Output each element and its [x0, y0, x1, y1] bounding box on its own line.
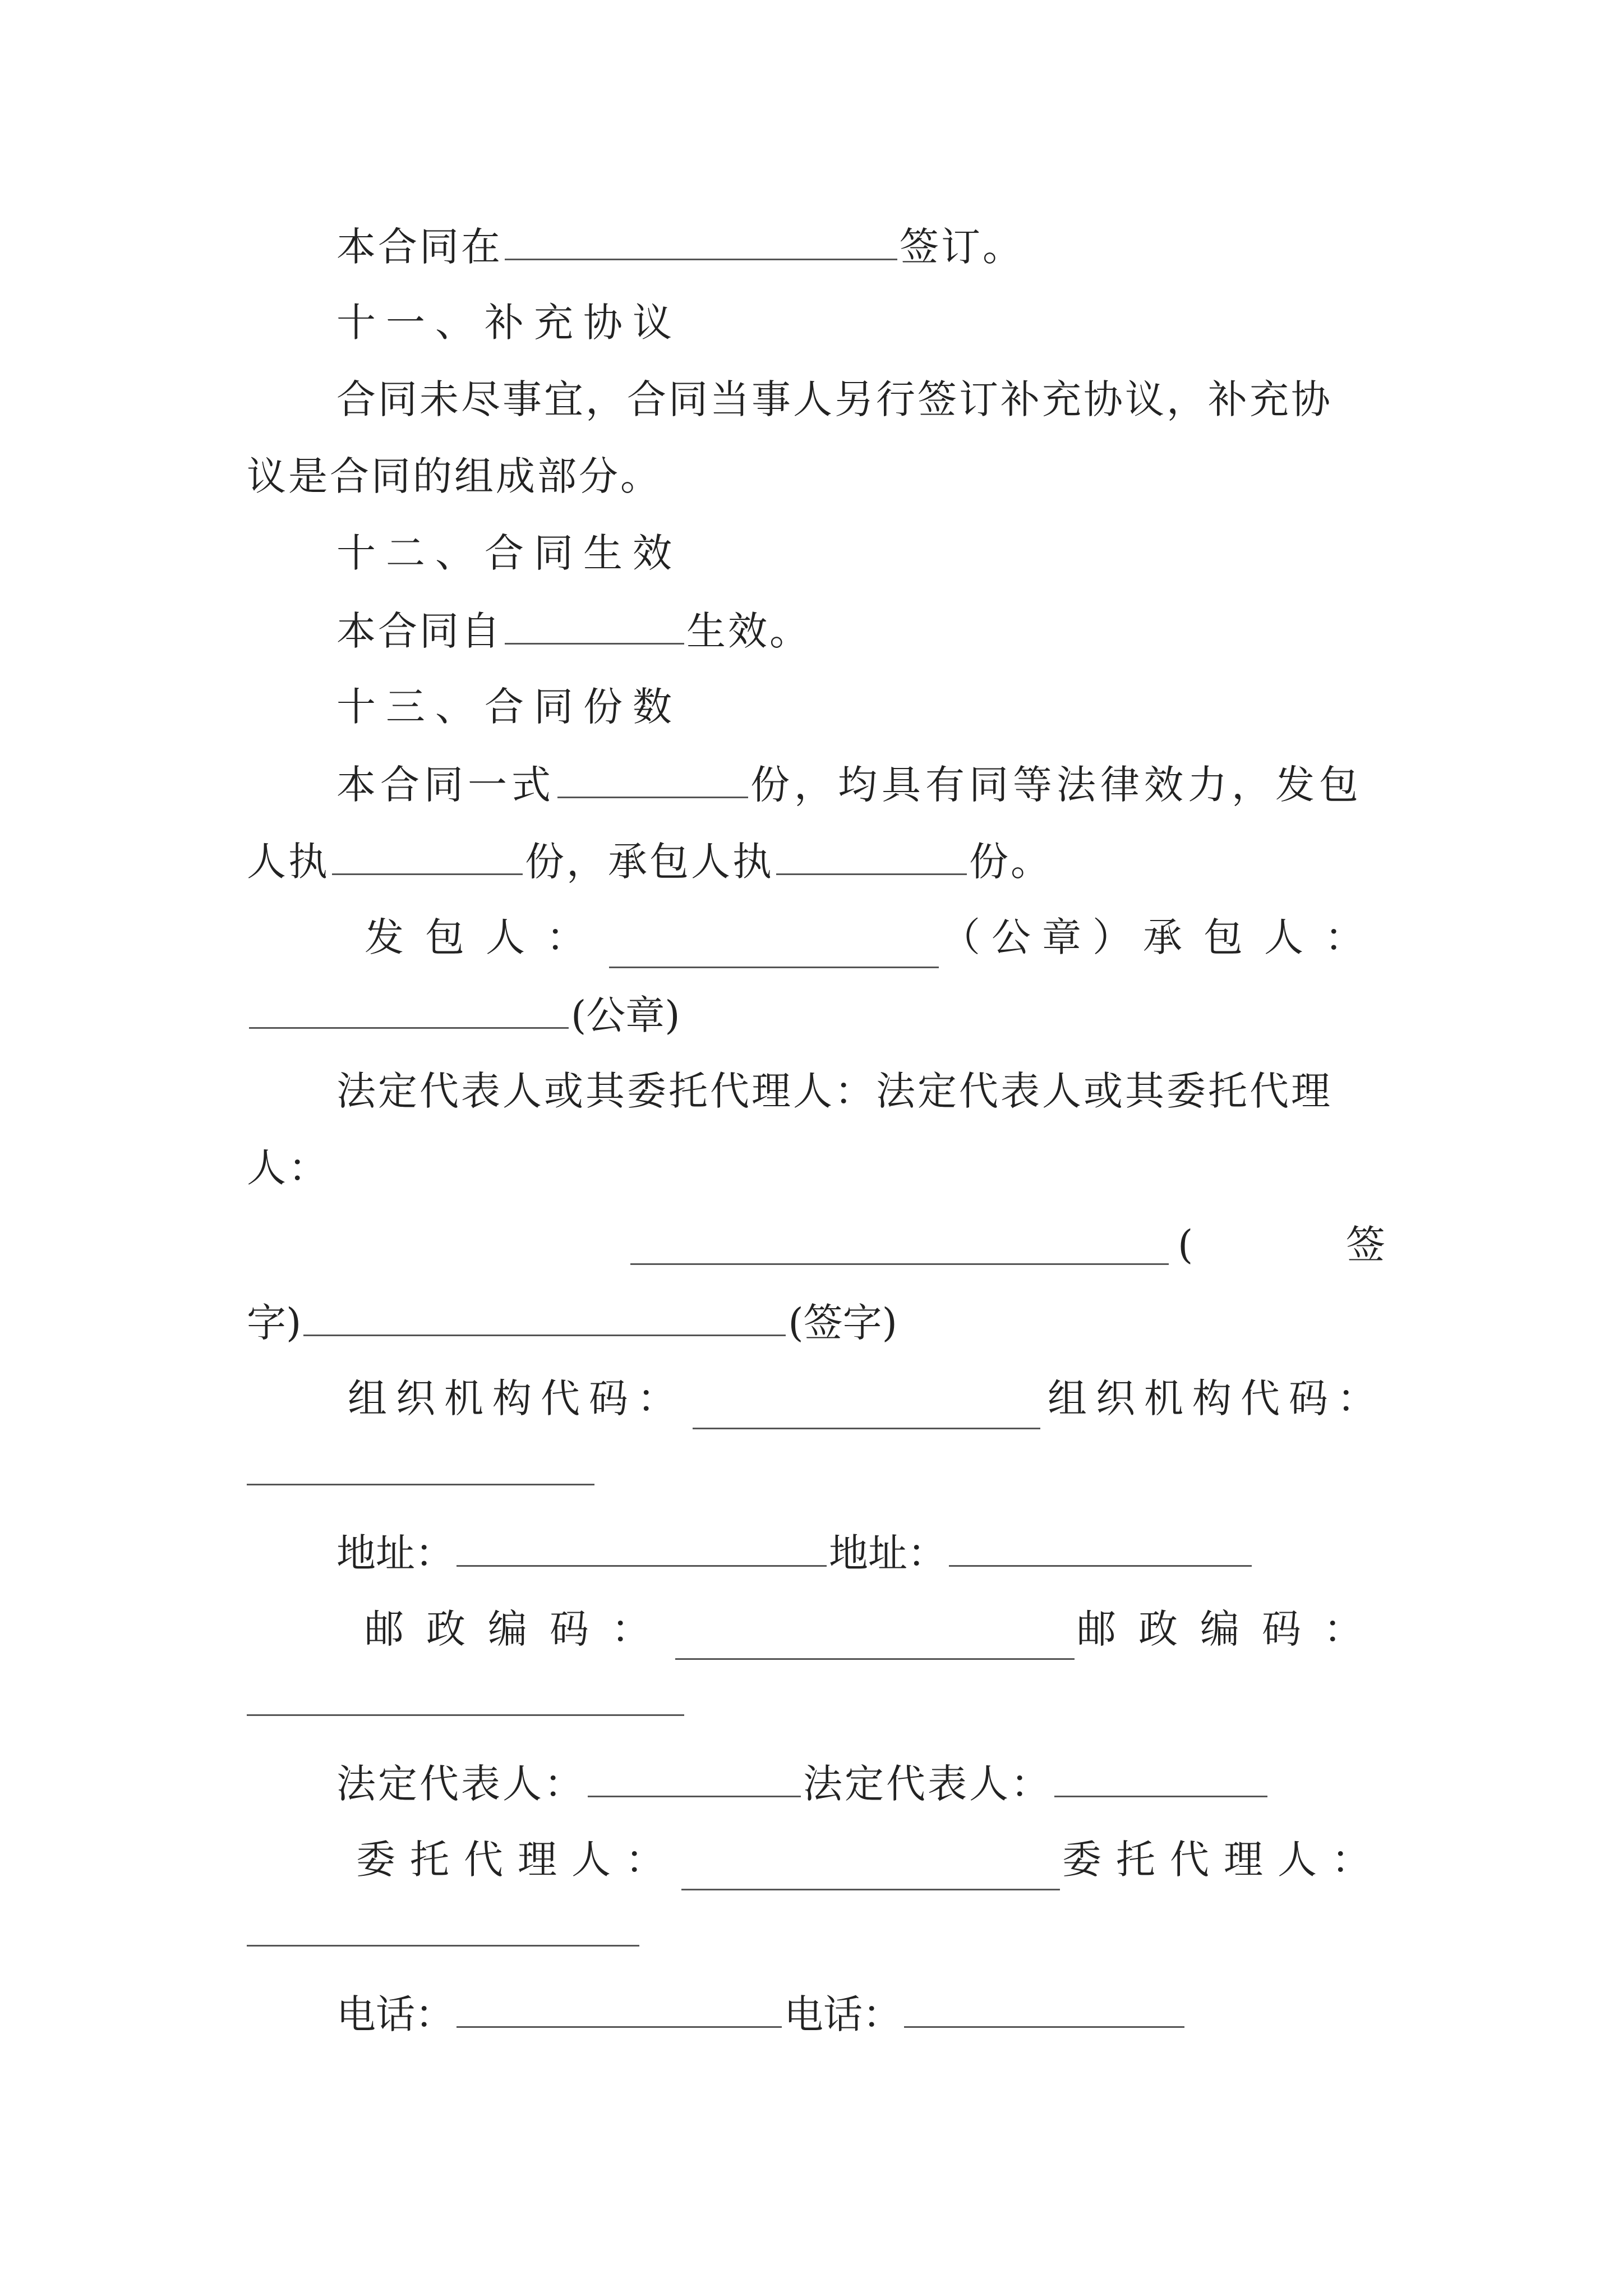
postal-label-1: 邮政编码：	[365, 1606, 673, 1652]
representative-line: 法定代表人或其委托代理人：法定代表人或其委托代理	[336, 1068, 1332, 1114]
contractor-signature-blank[interactable]	[303, 1291, 786, 1336]
postal-blank-2[interactable]	[247, 1714, 684, 1716]
contractor-line	[247, 983, 1385, 1045]
employer-label: 发包人：	[365, 914, 607, 960]
legal-rep-blank-2[interactable]	[1054, 1752, 1267, 1797]
copies-heading: 十三、合同份数	[336, 684, 682, 730]
effect-date-blank[interactable]	[505, 599, 684, 645]
sign-char: 签	[1346, 1222, 1385, 1268]
seal-label-1: （公章）	[941, 914, 1143, 960]
sign-open-paren: (	[1178, 1222, 1193, 1268]
postal-label-2: 邮政编码：	[1077, 1606, 1385, 1652]
agent-blank-2[interactable]	[247, 1945, 639, 1947]
phone-line	[336, 1982, 1385, 2044]
postal-blank-1[interactable]	[675, 1614, 1075, 1660]
agent-blank-1[interactable]	[681, 1845, 1060, 1890]
org-code-label-2: 组织机构代码：	[1048, 1375, 1385, 1421]
supplement-text-line-1: 合同未尽事宜，合同当事人另行签订补充协议，补充协	[336, 376, 1332, 422]
sign-tail: 字)	[247, 1300, 302, 1346]
copies-contractor-prefix: 份，承包人执	[525, 839, 774, 885]
copies-line-1	[336, 753, 1385, 815]
copies-middle: 份，均具有同等法律效力，发包	[750, 762, 1363, 808]
sign-place-prefix: 本合同在	[336, 224, 502, 270]
org-code-line	[348, 1368, 1385, 1429]
agent-label-1: 委托代理人：	[356, 1837, 679, 1883]
sign-place-blank[interactable]	[505, 215, 897, 260]
copies-contractor-blank[interactable]	[776, 830, 967, 875]
copies-suffix: 份。	[969, 839, 1052, 885]
contractor-name-blank[interactable]	[249, 983, 569, 1029]
org-code-label-1: 组织机构代码：	[348, 1375, 685, 1421]
copies-employer-prefix: 人执	[247, 839, 330, 885]
legal-rep-line	[336, 1752, 1385, 1814]
employer-name-blank[interactable]	[609, 923, 939, 968]
effect-suffix: 生效。	[686, 608, 811, 654]
signature-line-1	[247, 1214, 1385, 1276]
copies-line-2	[247, 830, 1385, 891]
copies-employer-blank[interactable]	[332, 830, 523, 875]
legal-rep-blank-1[interactable]	[588, 1752, 801, 1797]
address-blank-2[interactable]	[949, 1521, 1252, 1567]
phone-blank-1[interactable]	[457, 1982, 782, 2028]
supplement-heading: 十一、补充协议	[336, 300, 682, 346]
address-blank-1[interactable]	[457, 1521, 827, 1567]
sign-place-line	[336, 215, 1385, 277]
employer-line	[365, 907, 1385, 968]
phone-label-1: 电话：	[336, 1991, 454, 2037]
phone-blank-2[interactable]	[904, 1982, 1184, 2028]
contractor-label: 承包人：	[1143, 914, 1385, 960]
employer-signature-blank[interactable]	[630, 1220, 1169, 1265]
org-code-blank-2[interactable]	[247, 1484, 594, 1485]
legal-rep-label-2: 法定代表人：	[803, 1761, 1052, 1807]
sign-label: (签字)	[788, 1300, 897, 1346]
address-line	[336, 1521, 1385, 1583]
agent-label-2: 委托代理人：	[1062, 1837, 1385, 1883]
phone-label-2: 电话：	[784, 1991, 902, 2037]
legal-rep-label-1: 法定代表人：	[336, 1761, 585, 1807]
signature-line-2	[247, 1291, 1385, 1352]
copies-total-blank[interactable]	[557, 753, 748, 798]
effect-prefix: 本合同自	[336, 608, 502, 654]
postal-line	[365, 1598, 1385, 1660]
address-label-2: 地址：	[829, 1530, 947, 1576]
effect-line	[336, 599, 1385, 661]
seal-label-2: (公章)	[571, 992, 680, 1038]
org-code-blank-1[interactable]	[693, 1384, 1040, 1429]
supplement-text-line-2: 议是合同的组成部分。	[247, 453, 662, 499]
copies-prefix: 本合同一式	[336, 762, 555, 808]
representative-line-tail: 人：	[247, 1145, 330, 1191]
sign-place-suffix: 签订。	[900, 224, 1024, 270]
effect-heading: 十二、合同生效	[336, 530, 682, 576]
address-label-1: 地址：	[336, 1530, 454, 1576]
agent-line	[356, 1829, 1385, 1890]
